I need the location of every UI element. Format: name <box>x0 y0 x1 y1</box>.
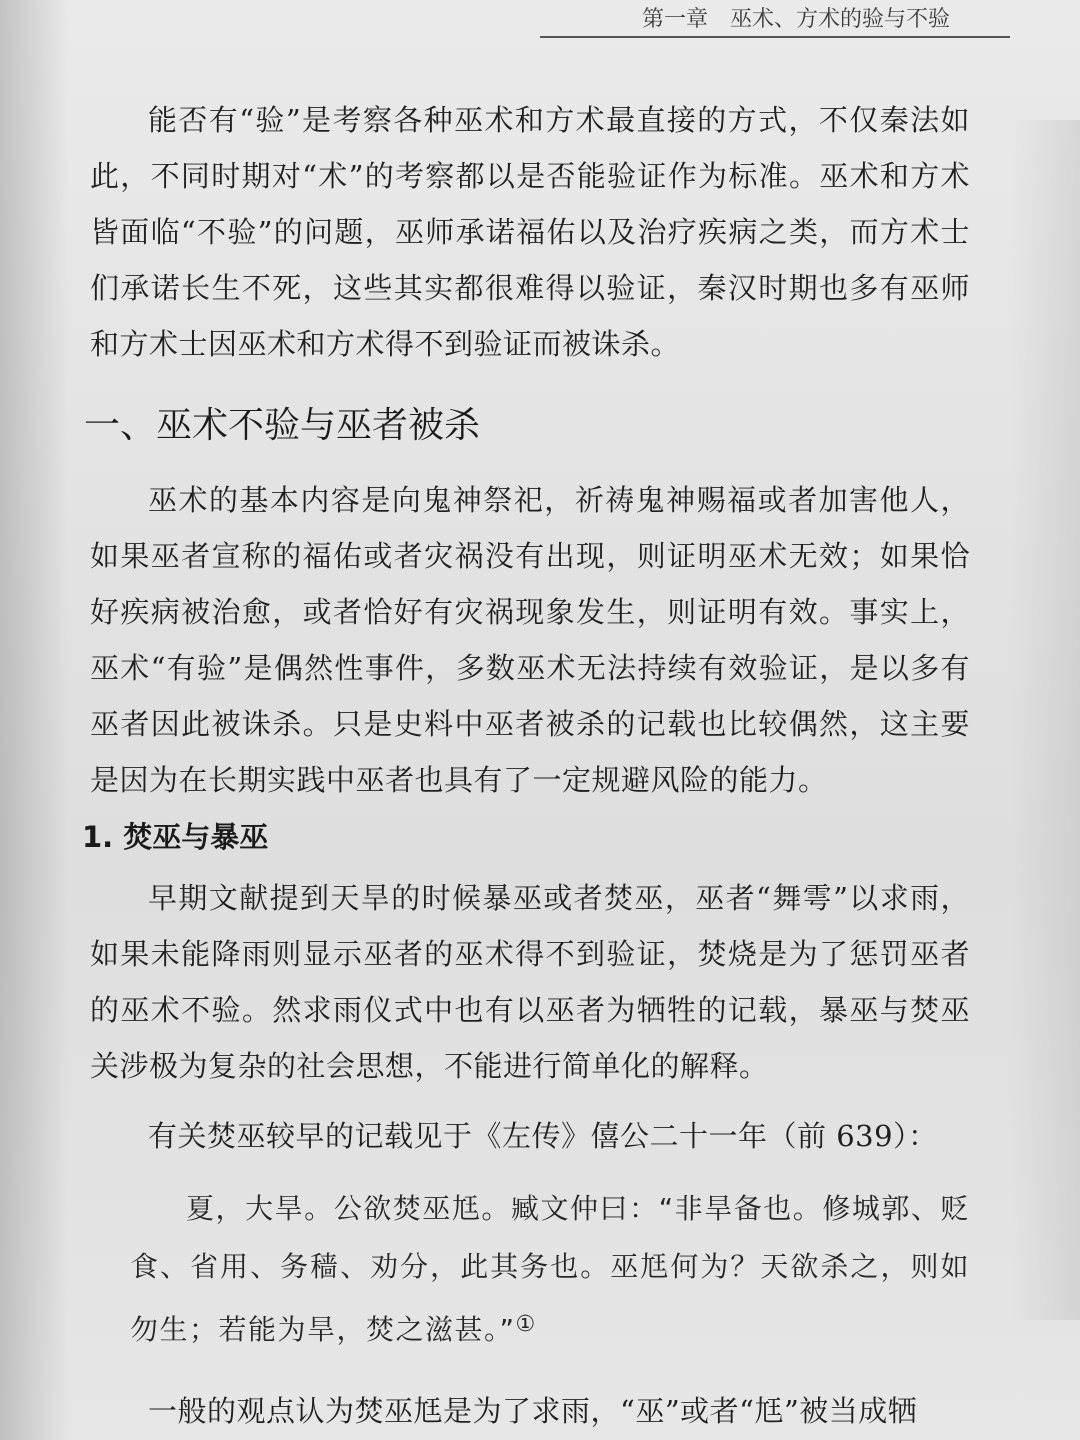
header-rule <box>540 36 1010 38</box>
block-quote <box>130 1180 970 1359</box>
subsection-title: 1. 焚巫与暴巫 <box>82 820 269 854</box>
chapter-title: 巫术、方术的验与不验 <box>729 6 950 32</box>
paragraph-1: 能否有“验”是考察各种巫术和方术最直接的方式，不仅秦法如此，不同时期对“术”的考察都以是否能验证作为标准。巫术和方术皆面临“不验”的问题，巫师承诺福佑以及治疗疾病之类，而方术士们承诺长生不死，这些其实都很难得以验证，秦汉时期也多有巫师和方术士因巫术和方术得不到验证而被诛杀。 <box>90 103 970 361</box>
spacer <box>90 1369 970 1383</box>
section-title: 一、巫术不验与巫者被杀 <box>84 405 481 446</box>
page-shadow <box>1010 120 1080 1320</box>
paragraph-2: 巫术的基本内容是向鬼神祭祀，祈祷鬼神赐福或者加害他人，如果巫者宣称的福佑或者灾祸没有出现，则证明巫术无效；如果恰好疾病被治愈，或者恰好有灾祸现象发生，则证明有效。事实上，巫术“有验”是偶然性事件，多数巫术无法持续有效验证，是以多有巫者因此被诛杀。只是史料中巫者被杀的记载也比较偶然，这主要是因为在长期实践中巫者也具有了一定规避风险的能力。 <box>90 483 970 797</box>
paragraph-5: 一般的观点认为焚巫尪是为了求雨，“巫”或者“尪”被当成牺 <box>148 1394 918 1428</box>
paragraph-4: 有关焚巫较早的记载见于《左传》僖公二十一年（前 639）： <box>148 1119 938 1153</box>
chapter-number: 第一章 <box>641 6 708 32</box>
page-content <box>82 92 970 1439</box>
spacer <box>90 1094 970 1108</box>
quote-text: 夏，大旱。公欲焚巫尪。臧文仲曰：“非旱备也。修城郭、贬食、省用、务穑、劝分，此其务也。巫尪何为？天欲杀之，则如勿生；若能为旱，焚之滋甚。” <box>130 1192 970 1346</box>
paragraph-3: 早期文献提到天旱的时候暴巫或者焚巫，巫者“舞雩”以求雨，如果未能降雨则显示巫者的巫术得不到验证，焚烧是为了惩罚巫者的巫术不验。然求雨仪式中也有以巫者为牺牲的记载，暴巫与焚巫关涉极为复杂的社会思想，不能进行简单化的解释。 <box>90 881 970 1083</box>
running-header <box>642 0 950 34</box>
footnote-marker: ① <box>515 1312 537 1337</box>
